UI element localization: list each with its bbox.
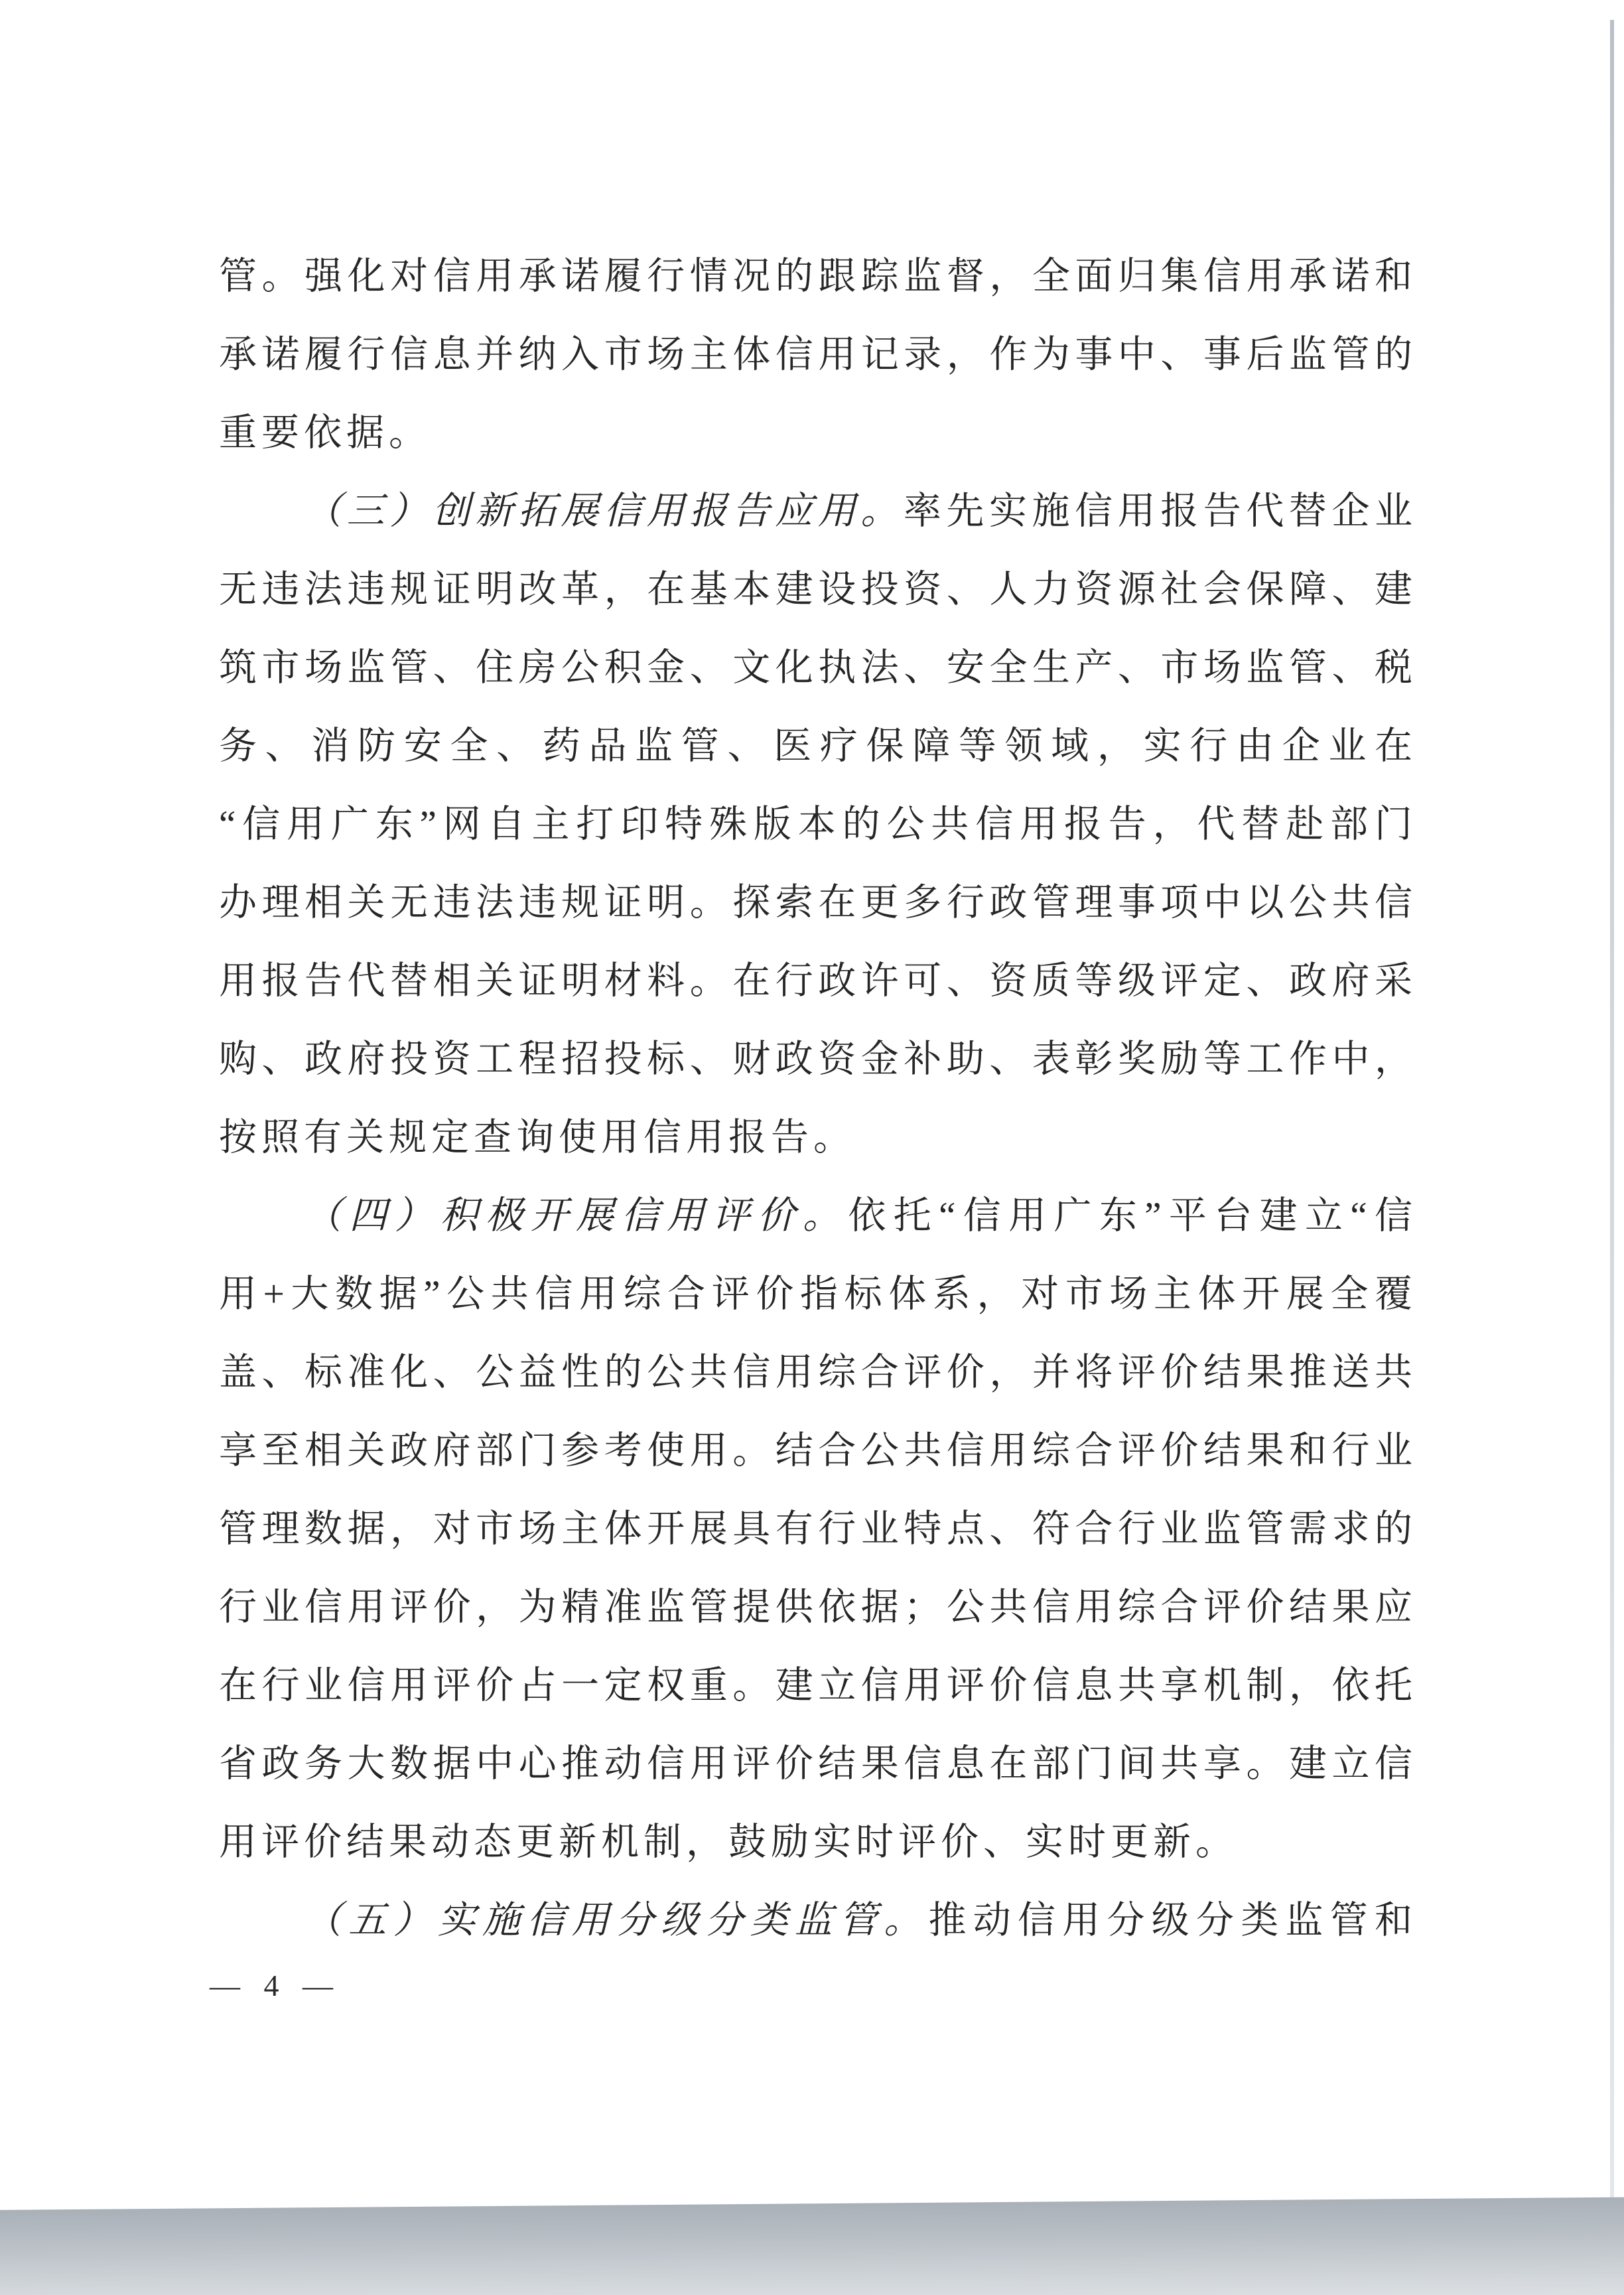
text-line [219,1177,1417,1255]
body-text: 用评价结果动态更新机制，鼓励实时评价、实时更新。 [219,1821,1238,1863]
text-line [219,1334,1417,1412]
text-line [219,1099,1417,1177]
text-line [219,316,1417,394]
body-text: 务、消防安全、药品监管、医疗保障等领域，实行由企业在 [219,725,1417,767]
text-line [219,629,1417,707]
text-line [219,1725,1417,1803]
text-line [219,1412,1417,1490]
heading-text: （三）创新拓展信用报告应用。 [304,490,904,532]
text-line [219,1647,1417,1725]
body-text: 盖、标准化、公益性的公共信用综合评价，并将评价结果推送共 [219,1352,1417,1393]
text-line [219,1803,1417,1882]
body-text: 在行业信用评价占一定权重。建立信用评价信息共享机制，依托 [219,1665,1417,1706]
body-text: 承诺履行信息并纳入市场主体信用记录，作为事中、事后监管的 [219,334,1417,376]
text-line [219,394,1417,472]
body-text: 用报告代替相关证明材料。在行政许可、资质等级评定、政府采 [219,960,1417,1002]
scan-edge-right [1610,20,1614,2206]
body-text: 推动信用分级分类监管和 [928,1900,1417,1941]
body-text: 办理相关无违法违规证明。探索在更多行政管理事项中以公共信 [219,882,1417,924]
body-text: 按照有关规定查询使用信用报告。 [219,1117,856,1158]
body-text: 依托“信用广东”平台建立“信 [848,1195,1418,1237]
text-line [219,786,1417,864]
heading-text: （五）实施信用分级分类监管。 [304,1900,929,1941]
body-text: “信用广东”网自主打印特殊版本的公共信用报告，代替赴部门 [219,803,1417,845]
text-line [219,551,1417,629]
body-text: 管。强化对信用承诺履行情况的跟踪监督，全面归集信用承诺和 [219,255,1417,297]
text-line [219,1490,1417,1568]
body-text: 无违法违规证明改革，在基本建设投资、人力资源社会保障、建 [219,569,1417,610]
body-text: 省政务大数据中心推动信用评价结果信息在部门间共享。建立信 [219,1743,1417,1785]
body-text: 行业信用评价，为精准监管提供依据；公共信用综合评价结果应 [219,1586,1417,1628]
body-text: 购、政府投资工程招投标、财政资金补助、表彰奖励等工作中， [219,1038,1417,1080]
body-text: 享至相关政府部门参考使用。结合公共信用综合评价结果和行业 [219,1430,1417,1472]
text-line [219,238,1417,316]
text-line [219,1255,1417,1334]
heading-text: （四）积极开展信用评价。 [304,1195,848,1237]
body-text: 管理数据，对市场主体开展具有行业特点、符合行业监管需求的 [219,1508,1417,1550]
text-line [219,942,1417,1020]
text-line [219,1568,1417,1647]
body-text: 用+大数据”公共信用综合评价指标体系，对市场主体开展全覆 [219,1273,1417,1315]
scan-shadow-bottom [0,2197,1624,2295]
document-text-block [219,238,1417,1960]
text-line [219,1882,1417,1960]
text-line [219,472,1417,551]
body-text: 重要依据。 [219,412,431,454]
body-text: 率先实施信用报告代替企业 [903,490,1418,532]
body-text: 筑市场监管、住房公积金、文化执法、安全生产、市场监管、税 [219,647,1417,689]
text-line [219,1020,1417,1099]
text-line [219,864,1417,942]
page-number: — 4 — [210,1969,341,2002]
text-line [219,707,1417,786]
